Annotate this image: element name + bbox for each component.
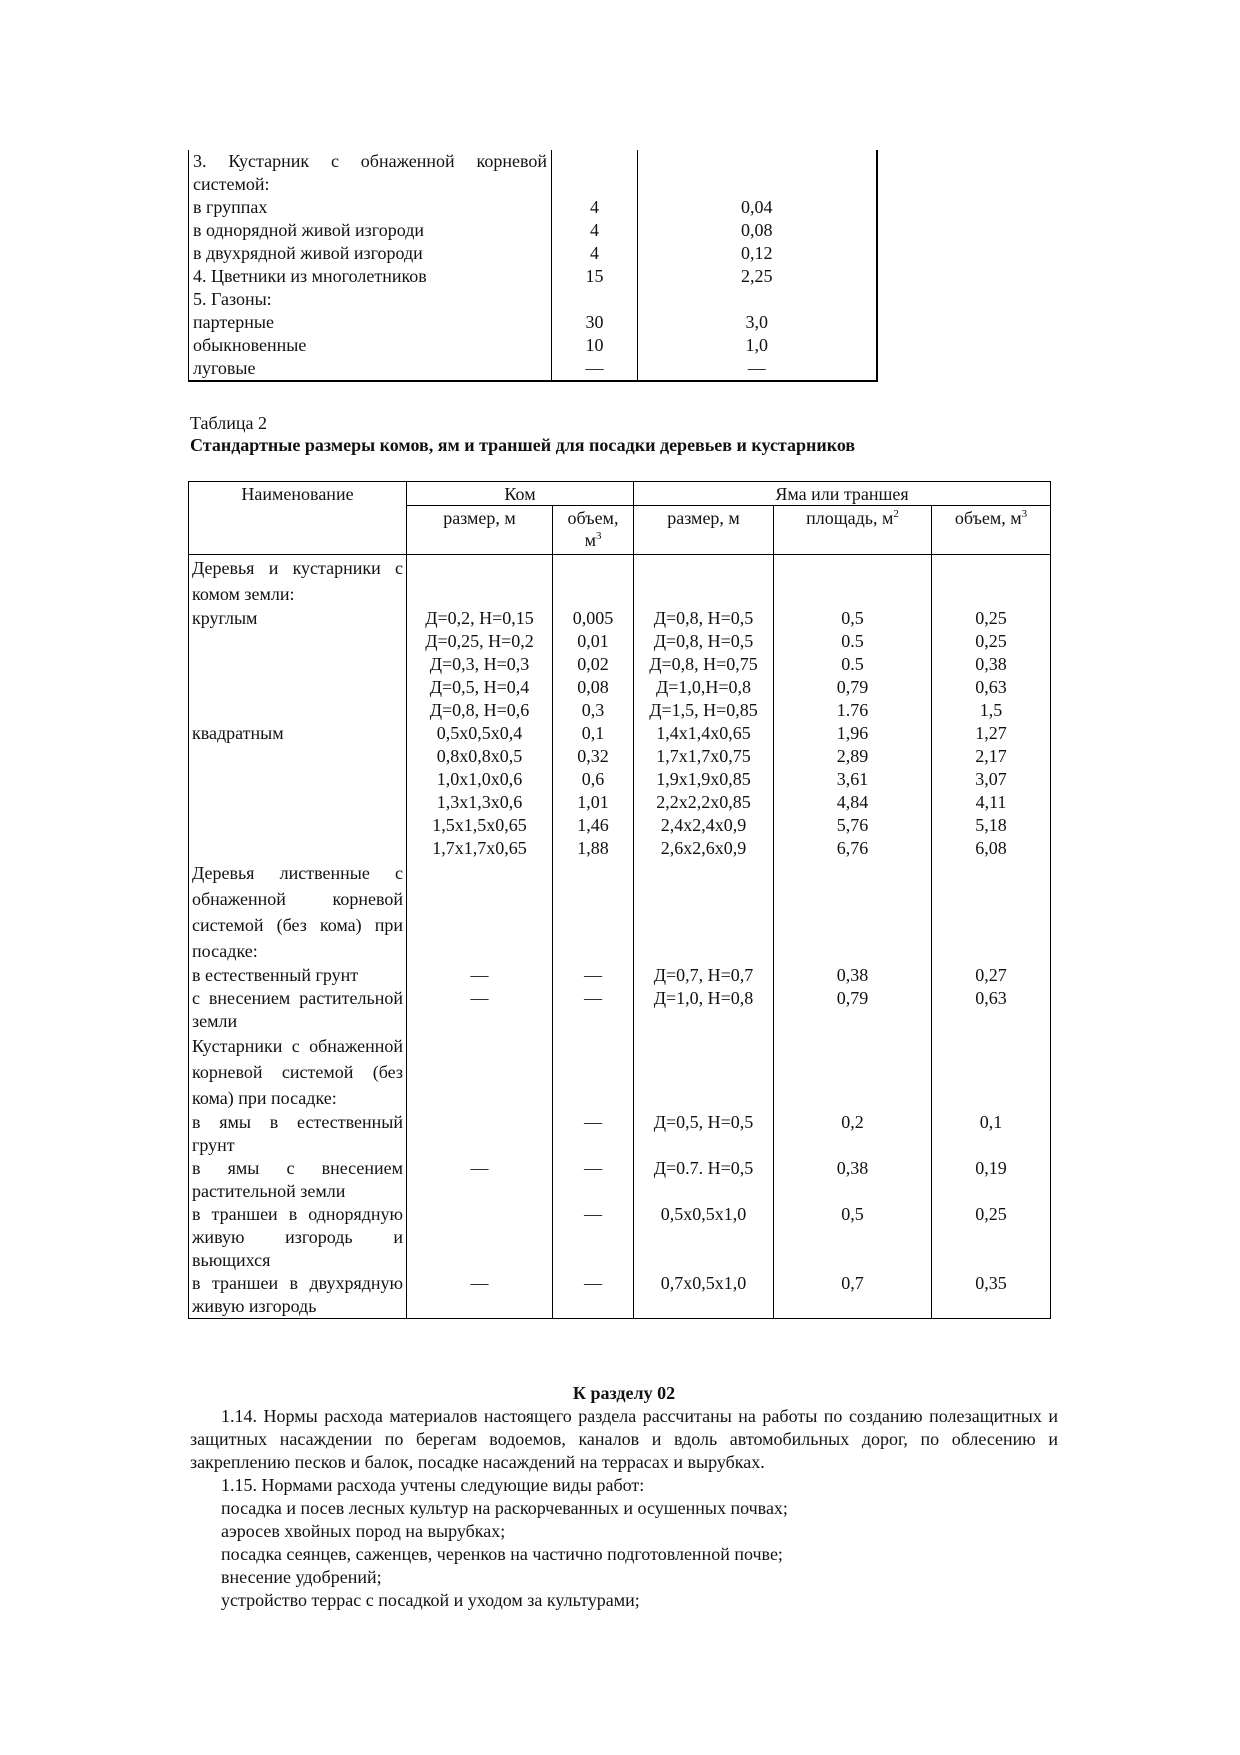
pit-area: 0,5 [774,1203,932,1272]
row-quantity [552,150,638,196]
header-pit: Яма или траншея [634,482,1051,506]
pit-volume: 0,63 [932,987,1051,1033]
row-name: 3. Кустарник с обнаженной корневой системой: [189,150,552,196]
row-name: обыкновенные [189,334,552,357]
pit-volume: 0,25 [932,630,1051,653]
table-row [189,964,1051,987]
table-row [189,311,877,334]
pit-area: 0,79 [774,676,932,699]
table-row [189,745,1051,768]
pit-size: Д=1,0,Н=0,8 [634,676,774,699]
kom-volume [553,1033,634,1111]
row-name: с внесением растительной земли [189,987,407,1033]
pit-size: 2,6x2,6x0,9 [634,837,774,860]
header-kom-volume [553,506,634,555]
table-row [189,219,877,242]
pit-volume: 2,17 [932,745,1051,768]
pit-volume: 4,11 [932,791,1051,814]
row-value [638,150,877,196]
table-row [189,242,877,265]
pit-size: 0,5x0,5x1,0 [634,1203,774,1272]
row-quantity: 4 [552,219,638,242]
kom-size: 1,0x1,0x0,6 [407,768,553,791]
pit-size: 2,2x2,2x0,85 [634,791,774,814]
pit-volume: 1,5 [932,699,1051,722]
pit-size: 1,4x1,4x0,65 [634,722,774,745]
table-row [189,1272,1051,1319]
pit-volume: 0,1 [932,1111,1051,1157]
table-row [189,814,1051,837]
row-name [189,676,407,699]
pit-area: 6,76 [774,837,932,860]
table-row [189,1203,1051,1272]
row-value: 1,0 [638,334,877,357]
row-name: в двухрядной живой изгороди [189,242,552,265]
pit-size: Д=0,5, Н=0,5 [634,1111,774,1157]
kom-size: 1,3x1,3x0,6 [407,791,553,814]
table2-caption-block [190,412,855,456]
table-row [189,653,1051,676]
standard-sizes-table [188,481,1051,1319]
pit-size: 1,9x1,9x0,85 [634,768,774,791]
kom-volume: — [553,1272,634,1319]
kom-size: — [407,964,553,987]
pit-volume [932,860,1051,964]
row-name: квадратным [189,722,407,745]
header-kom-size: размер, м [407,506,553,555]
pit-volume: 0,63 [932,676,1051,699]
kom-volume: — [553,964,634,987]
section-heading: К разделу 02 [572,1383,676,1403]
kom-size: Д=0,2, Н=0,15 [407,607,553,630]
pit-area: 0,5 [774,607,932,630]
pit-area: 0,38 [774,964,932,987]
row-name: в ямы с внесением растительной земли [189,1157,407,1203]
pit-area: 0,38 [774,1157,932,1203]
row-name: в ямы в естественный грунт [189,1111,407,1157]
kom-size: — [407,987,553,1033]
kom-volume: — [553,987,634,1033]
pit-area: 5,76 [774,814,932,837]
pit-area: 0.5 [774,630,932,653]
table-row [189,196,877,219]
row-quantity [552,288,638,311]
work-type-item: посадка и посев лесных культур на раскорчеванных и осушенных почвах; [221,1498,788,1518]
row-name: в естественный грунт [189,964,407,987]
pit-size: Д=0,8, Н=0,5 [634,607,774,630]
kom-size: Д=0,25, Н=0,2 [407,630,553,653]
table-row [189,265,877,288]
row-name: в траншеи в однорядную живую изгородь и вьющихся [189,1203,407,1272]
pit-size: Д=0,7, Н=0,7 [634,964,774,987]
row-name [189,837,407,860]
planting-norms-table-continued [188,150,878,382]
table-row [189,607,1051,630]
pit-area: 0,2 [774,1111,932,1157]
group-row [189,1033,1051,1111]
header-pit-size: размер, м [634,506,774,555]
kom-size [407,1203,553,1272]
row-name: Кустарники с обнаженной корневой системой (без кома) при посадке: [189,1033,407,1111]
table-row [189,334,877,357]
table-row [189,1157,1051,1203]
row-name [189,814,407,837]
row-name [189,653,407,676]
superscript: 2 [893,508,899,520]
work-type-item: аэросев хвойных пород на вырубках; [221,1521,506,1541]
row-quantity: 4 [552,242,638,265]
kom-volume: 1,46 [553,814,634,837]
row-name [189,745,407,768]
kom-size [407,1111,553,1157]
row-name: круглым [189,607,407,630]
row-quantity: 4 [552,196,638,219]
pit-area: 0,7 [774,1272,932,1319]
header-pit-area [774,506,932,555]
kom-size [407,860,553,964]
kom-size: Д=0,5, Н=0,4 [407,676,553,699]
kom-volume: 0,01 [553,630,634,653]
row-quantity: 10 [552,334,638,357]
kom-size: 0,5x0,5x0,4 [407,722,553,745]
pit-area: 2,89 [774,745,932,768]
row-name [189,791,407,814]
kom-size: 1,7x1,7x0,65 [407,837,553,860]
table-row [189,288,877,311]
pit-area: 0.5 [774,653,932,676]
row-value [638,288,877,311]
kom-volume: 0,32 [553,745,634,768]
superscript: 3 [595,530,602,542]
pit-volume [932,1033,1051,1111]
pit-area [774,860,932,964]
pit-volume: 6,08 [932,837,1051,860]
pit-size: 2,4x2,4x0,9 [634,814,774,837]
row-name: в траншеи в двухрядную живую изгородь [189,1272,407,1319]
kom-volume: 0,005 [553,607,634,630]
table-row [189,722,1051,745]
kom-volume: 1,88 [553,837,634,860]
paragraph-1-15: 1.15. Нормами расхода учтены следующие виды работ: [221,1475,645,1495]
paragraph-1-14: 1.14. Нормы расхода материалов настоящего раздела рассчитаны на работы по созданию полезащитных и защитных насаждении по берегам водоемов, каналов и вдоль автомобильных дорог, по облесению и закреплению песков и балок, посадке насаждений на террасах и вырубках. [190,1406,1058,1472]
pit-area: 4,84 [774,791,932,814]
kom-volume [553,555,634,608]
pit-volume: 0,25 [932,1203,1051,1272]
work-type-item: внесение удобрений; [221,1567,382,1587]
pit-size [634,555,774,608]
table-row [189,791,1051,814]
pit-volume: 0,25 [932,607,1051,630]
row-name [189,699,407,722]
header-pit-volume [932,506,1051,555]
pit-size: Д=0.7. Н=0,5 [634,1157,774,1203]
header-pit-area-label: площадь, м [806,508,894,528]
table-row [189,676,1051,699]
kom-size: — [407,1157,553,1203]
row-name: в группах [189,196,552,219]
pit-area: 1,96 [774,722,932,745]
pit-size: Д=1,5, Н=0,85 [634,699,774,722]
kom-volume: 0,02 [553,653,634,676]
kom-size: — [407,1272,553,1319]
pit-size: Д=1,0, Н=0,8 [634,987,774,1033]
pit-area [774,1033,932,1111]
work-type-item: устройство террас с посадкой и уходом за культурами; [221,1590,640,1610]
header-kom: Ком [407,482,634,506]
header-pit-volume-label: объем, м [954,508,1022,528]
row-name: партерные [189,311,552,334]
pit-size [634,1033,774,1111]
row-value: 3,0 [638,311,877,334]
row-name: в однорядной живой изгороди [189,219,552,242]
pit-volume: 0,38 [932,653,1051,676]
kom-size: Д=0,3, Н=0,3 [407,653,553,676]
row-name [189,768,407,791]
kom-volume: 1,01 [553,791,634,814]
pit-size: 0,7x0,5x1,0 [634,1272,774,1319]
table-row [189,150,877,196]
table-row [189,987,1051,1033]
kom-volume: — [553,1203,634,1272]
kom-volume: — [553,1111,634,1157]
pit-volume: 0,35 [932,1272,1051,1319]
header-kom-volume-label: объем, м [567,508,619,550]
table-row [189,357,877,381]
kom-volume: — [553,1157,634,1203]
pit-volume: 3,07 [932,768,1051,791]
group-row [189,555,1051,608]
kom-size: Д=0,8, Н=0,6 [407,699,553,722]
section-02-notes [190,1382,1058,1612]
table-row [189,837,1051,860]
table-row [189,768,1051,791]
table-row [189,630,1051,653]
kom-volume: 0,3 [553,699,634,722]
pit-volume: 0,19 [932,1157,1051,1203]
row-name: Деревья и кустарники с комом земли: [189,555,407,608]
kom-size: 0,8x0,8x0,5 [407,745,553,768]
superscript: 3 [1021,508,1028,520]
row-name: 5. Газоны: [189,288,552,311]
pit-volume [932,555,1051,608]
table-title: Стандартные размеры комов, ям и траншей для посадки деревьев и кустарников [190,435,856,455]
pit-area [774,555,932,608]
row-value: — [638,357,877,381]
row-value: 0,08 [638,219,877,242]
pit-volume: 5,18 [932,814,1051,837]
table-row [189,699,1051,722]
pit-size: 1,7x1,7x0,75 [634,745,774,768]
table-number: Таблица 2 [190,413,267,433]
row-quantity: 30 [552,311,638,334]
pit-volume: 0,27 [932,964,1051,987]
group-row [189,860,1051,964]
pit-area: 0,79 [774,987,932,1033]
pit-area: 3,61 [774,768,932,791]
row-value: 0,12 [638,242,877,265]
row-name: 4. Цветники из многолетников [189,265,552,288]
kom-size [407,555,553,608]
work-type-item: посадка сеянцев, саженцев, черенков на частично подготовленной почве; [221,1544,783,1564]
kom-size: 1,5x1,5x0,65 [407,814,553,837]
pit-volume: 1,27 [932,722,1051,745]
kom-volume [553,860,634,964]
table-row [189,1111,1051,1157]
pit-size [634,860,774,964]
row-value: 0,04 [638,196,877,219]
kom-size [407,1033,553,1111]
row-quantity: 15 [552,265,638,288]
header-name: Наименование [189,482,407,555]
row-name [189,630,407,653]
row-value: 2,25 [638,265,877,288]
kom-volume: 0,08 [553,676,634,699]
kom-volume: 0,1 [553,722,634,745]
row-quantity: — [552,357,638,381]
pit-size: Д=0,8, Н=0,5 [634,630,774,653]
pit-size: Д=0,8, Н=0,75 [634,653,774,676]
row-name: луговые [189,357,552,381]
kom-volume: 0,6 [553,768,634,791]
row-name: Деревья лиственные с обнаженной корневой системой (без кома) при посадке: [189,860,407,964]
pit-area: 1.76 [774,699,932,722]
